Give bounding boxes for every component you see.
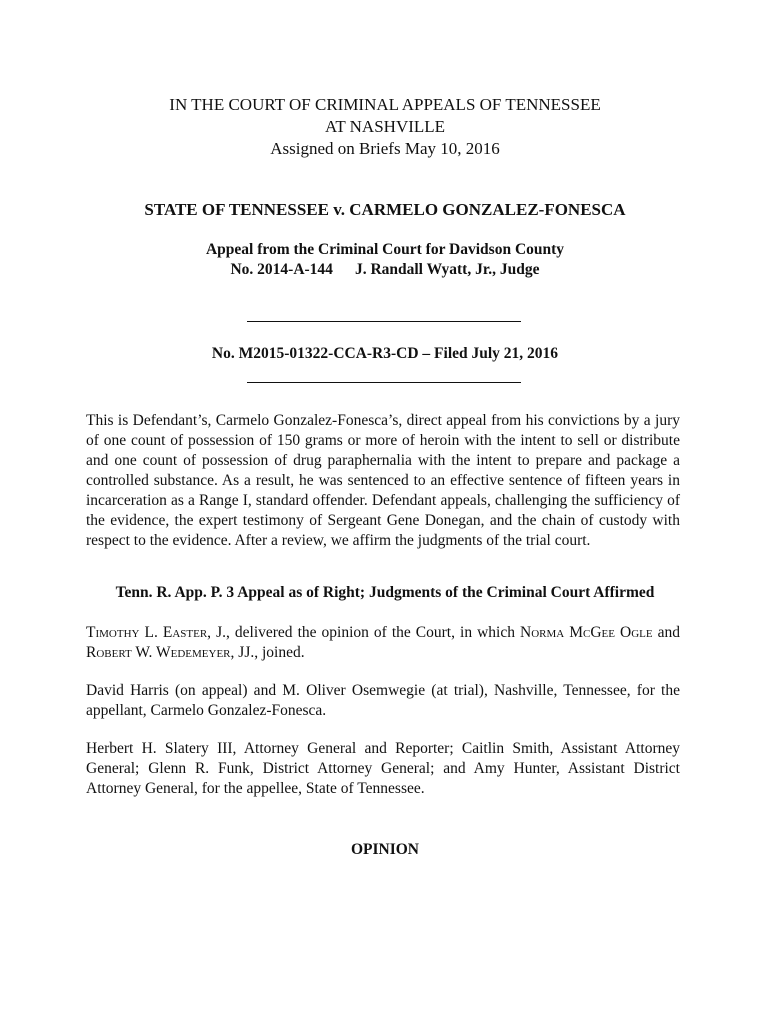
case-summary: This is Defendant’s, Carmelo Gonzalez-Fonesca’s, direct appeal from his convictions by a jury of one count of possession of 150 grams or more of heroin with the intent to sell or distribute and one count of possession of drug paraphernalia with the intent to prepare and package a controlled substance. As a result, he was sentenced to an effective sentence of fifteen years in incarceration as a Range I, standard offender. Defendant appeals, challenging the sufficiency of the evidence, the expert testimony of Sergeant Gene Donegan, and the chain of custody with respect to the evidence. After a review, we affirm the judgments of the trial court.	[86, 412, 680, 549]
appellee-counsel: Herbert H. Slatery III, Attorney General and Reporter; Caitlin Smith, Assistant Attorney General; Glenn R. Funk, District Attorney General; and Amy Hunter, Assistant District Attorney General, for the appellee, State of Tennessee.	[86, 740, 680, 797]
appeal-from-court: Appeal from the Criminal Court for Davidson County	[205, 241, 565, 258]
authoring-closing: , JJ., joined.	[230, 644, 305, 661]
court-name: IN THE COURT OF CRIMINAL APPEALS OF TENNESSEE	[169, 95, 601, 114]
court-location: AT NASHVILLE	[324, 117, 446, 136]
judges-conjunction: and	[652, 624, 680, 641]
case-title: STATE OF TENNESSEE v. CARMELO GONZALEZ-FONESCA	[144, 200, 626, 219]
author-suffix: , J., delivered the opinion of the Court, in which	[207, 624, 520, 641]
court-header	[0, 94, 770, 160]
divider-bottom	[247, 382, 521, 383]
assigned-date: Assigned on Briefs May 10, 2016	[270, 139, 500, 158]
appellant-counsel: David Harris (on appeal) and M. Oliver Osemwegie (at trial), Nashville, Tennessee, for the appellant, Carmelo Gonzalez-Fonesca.	[86, 682, 680, 719]
author-name: Timothy L. Easter	[86, 624, 208, 641]
holding-line: Tenn. R. App. P. 3 Appeal as of Right; Judgments of the Criminal Court Affirmed	[115, 584, 655, 601]
trial-number-row	[0, 260, 770, 280]
divider-top	[247, 321, 521, 322]
trial-case-number: No. 2014-A-144	[230, 261, 333, 278]
panel-judge-two: Robert W. Wedemeyer	[86, 644, 231, 661]
opinion-heading: OPINION	[350, 841, 420, 858]
authoring-judges	[86, 623, 680, 663]
docket-number: No. M2015-01322-CCA-R3-CD – Filed July 21, 2016	[211, 345, 559, 362]
trial-judge: J. Randall Wyatt, Jr., Judge	[354, 261, 540, 278]
panel-judge-one: Norma McGee Ogle	[520, 624, 653, 641]
appeal-info	[0, 240, 770, 280]
